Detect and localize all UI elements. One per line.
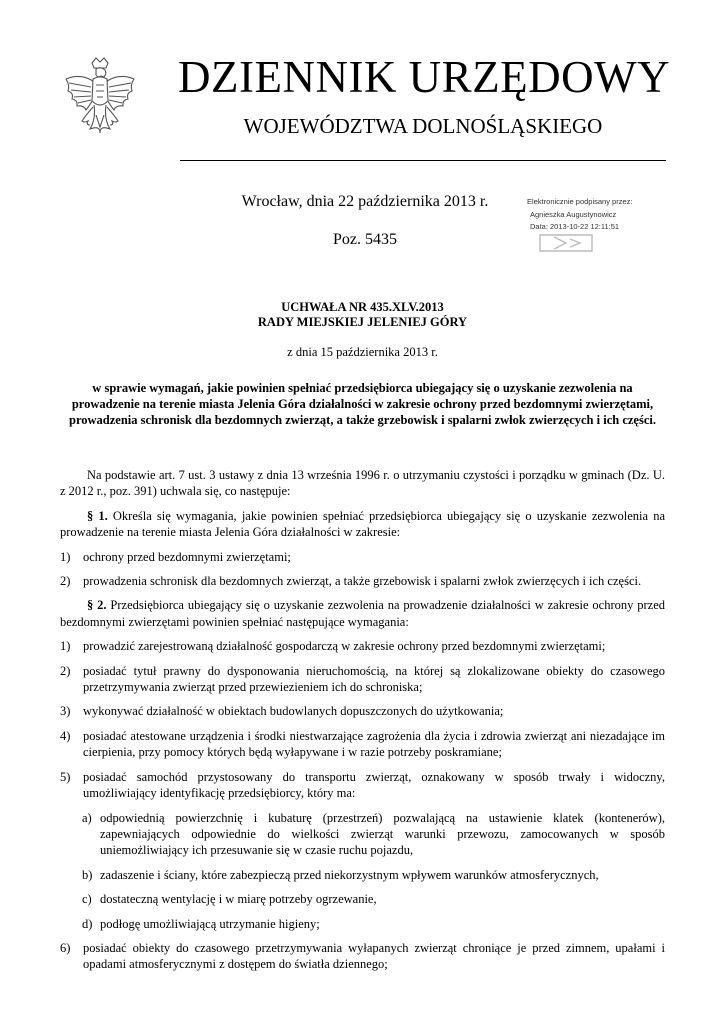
sub-list-item: b) zadaszenie i ściany, które zabezpieczą przed niekorzystnym wpływem warunków atmosferycznych,	[82, 867, 599, 882]
list-item: 4) posiadać atestowane urządzenia i środki niestwarzające zagrożenia dla życia i zdrowia zwierząt ani niezadające im cierpienia, przy pomocy których będą wyłapywane i w razie potrzeby poskramiane;	[60, 728, 665, 760]
gazette-subtitle: WOJEWÓDZTWA DOLNOŚLĄSKIEGO	[243, 114, 603, 138]
resolution-date: z dnia 15 października 2013 r.	[287, 345, 438, 359]
sub-list-item: c) dostateczną wentylację i w miarę potrzeby ogrzewanie,	[82, 892, 377, 907]
section-2-mark: § 2.	[87, 598, 107, 613]
section-1-mark: § 1.	[87, 508, 108, 523]
resolution-title	[60, 300, 665, 330]
signature-label: Elektronicznie podpisany przez:	[527, 197, 633, 206]
header-rule	[180, 160, 666, 161]
polish-eagle-emblem-icon	[60, 55, 140, 155]
e-signature-seal-icon	[536, 231, 596, 255]
list-item: 3) wykonywać działalność w obiektach budowlanych dopuszczonych do użytkowania;	[60, 704, 504, 719]
signature-signer: Agnieszka Augustynowicz	[530, 209, 617, 219]
electronic-signature-block	[527, 196, 667, 234]
preamble-paragraph: Na podstawie art. 7 ust. 3 ustawy z dnia 13 września 1996 r. o utrzymaniu czystości i porządku w gminach (Dz. U. z 2012 r., poz. 391) uchwala się, co następuje:	[60, 468, 665, 499]
list-item: 2) prowadzenia schronisk dla bezdomnych zwierząt, a także grzebowisk i spalarni zwłok zwierzęcych i ich części.	[60, 574, 642, 589]
section-1-text: Określa się wymagania, jakie powinien spełniać przedsiębiorca ubiegający się o uzyskanie zezwolenia na prowadzenie na terenie miasta Jelenia Góra działalności w zakresie:	[60, 508, 665, 540]
signature-date: Data: 2013-10-22 12:11:51	[530, 222, 620, 231]
resolution-number: UCHWAŁA NR 435.XLV.2013	[281, 300, 444, 314]
gazette-title: DZIENNIK URZĘDOWY	[178, 52, 671, 102]
sub-list-item: d) podłogę umożliwiającą utrzymanie higieny;	[82, 916, 320, 931]
section-1-paragraph	[60, 508, 665, 541]
list-item: 1) ochrony przed bezdomnymi zwierzętami;	[60, 549, 291, 564]
position-number: Poz. 5435	[333, 231, 397, 248]
resolution-council: RADY MIEJSKIEJ JELENIEJ GÓRY	[257, 315, 468, 329]
section-2-paragraph	[60, 597, 665, 630]
resolution-subject: w sprawie wymagań, jakie powinien spełniać przedsiębiorca ubiegający się o uzyskanie zezwolenia na prowadzenie na terenie miasta Jelenia Góra działalności w zakresie ochrony przed bezdomnymi zwierzętami, prowadzenia schronisk dla bezdomnych zwierząt, a także grzebowisk i spalarni zwłok zwierzęcych i ich części.	[69, 381, 656, 427]
place-date: Wrocław, dnia 22 października 2013 r.	[241, 193, 489, 210]
list-item: 1) prowadzić zarejestrowaną działalność gospodarczą w zakresie ochrony przed bezdomnymi zwierzętami;	[60, 639, 606, 654]
list-item: 2) posiadać tytuł prawny do dysponowania nieruchomością, na której są zlokalizowane obiekty do czasowego przetrzymywania zwierząt przed przewiezieniem ich do schroniska;	[60, 663, 665, 695]
document-body	[60, 467, 665, 973]
list-item: 5) posiadać samochód przystosowany do transportu zwierząt, oznakowany w sposób trwały i widoczny, umożliwiający identyfikację przedsiębiorcy, który ma:	[60, 769, 665, 801]
sub-list-item: a) odpowiednią powierzchnię i kubaturę (przestrzeń) pozwalającą na ustawienie klatek (kontenerów), zapewniających odpowiednie do wielkości zwierząt warunki przewozu, zamocowanych w sposób uniemożliwiający ich przesuwanie się w czasie ruchu pojazdu,	[82, 810, 665, 858]
list-item: 6) posiadać obiekty do czasowego przetrzymywania wyłapanych zwierząt chroniące je przed zimnem, upałami i opadami atmosferycznymi z dostępem do światła dziennego;	[60, 940, 665, 972]
section-2-text: Przedsiębiorca ubiegający się o uzyskanie zezwolenia na prowadzenie działalności w zakresie ochrony przed bezdomnymi zwierzętami powinien spełniać następujące wymagania:	[60, 598, 666, 629]
